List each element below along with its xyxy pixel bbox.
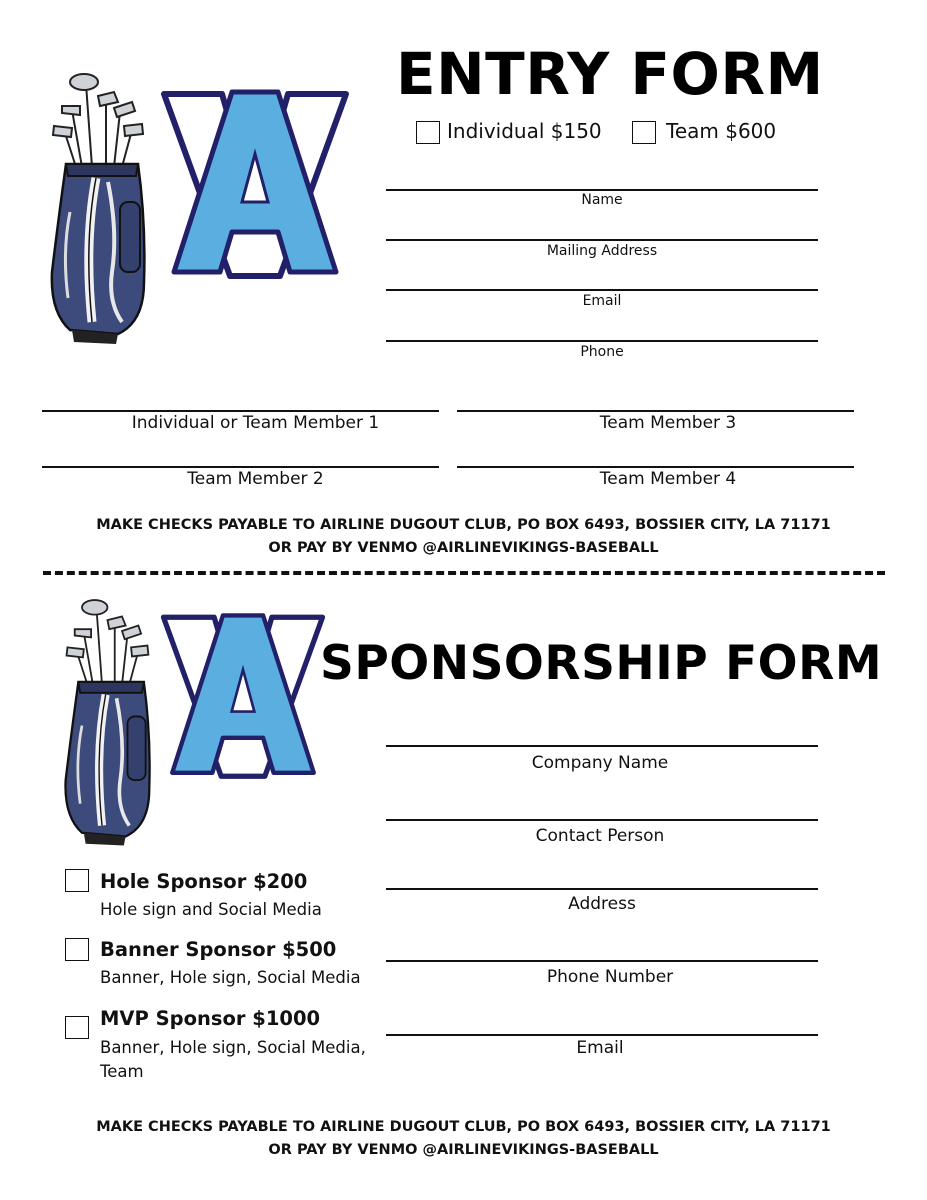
- mailing-address-field-label: Mailing Address: [546, 243, 658, 259]
- individual-price-label: Individual $150: [447, 119, 602, 143]
- address-field-line[interactable]: [386, 888, 818, 890]
- phone-number-field-label: Phone Number: [546, 967, 674, 987]
- phone-number-field-line[interactable]: [386, 960, 818, 962]
- mvp-sponsor-desc: Banner, Hole sign, Social Media, Team: [100, 1038, 366, 1081]
- member-2-label: Team Member 2: [187, 469, 324, 489]
- member-1-line[interactable]: [42, 410, 439, 412]
- member-2-line[interactable]: [42, 466, 439, 468]
- member-4-label: Team Member 4: [599, 469, 737, 489]
- cut-line-divider: [43, 571, 885, 575]
- company-name-field-line[interactable]: [386, 745, 818, 747]
- sponsor-payment-line-2: OR PAY BY VENMO @AIRLINEVIKINGS-BASEBALL: [268, 1142, 659, 1158]
- individual-checkbox[interactable]: [416, 121, 440, 144]
- member-4-line[interactable]: [457, 466, 854, 468]
- company-name-field-label: Company Name: [531, 753, 669, 773]
- address-field-label: Address: [568, 894, 636, 914]
- hole-sponsor-name: Hole Sponsor $200: [100, 870, 308, 893]
- hole-sponsor-desc: Hole sign and Social Media: [100, 900, 322, 919]
- member-3-line[interactable]: [457, 410, 854, 412]
- team-price-label: Team $600: [666, 119, 777, 143]
- contact-person-field-line[interactable]: [386, 819, 818, 821]
- mvp-sponsor-name: MVP Sponsor $1000: [100, 1007, 321, 1030]
- email-field-line[interactable]: [386, 289, 818, 291]
- sponsorship-form-title: SPONSORSHIP FORM: [320, 636, 883, 691]
- member-3-label: Team Member 3: [599, 413, 737, 433]
- golf-bag-icon: [48, 72, 158, 342]
- email-field-label: Email: [582, 293, 622, 309]
- entry-payment-line-2: OR PAY BY VENMO @AIRLINEVIKINGS-BASEBALL: [268, 540, 659, 556]
- sponsor-payment-line-1: MAKE CHECKS PAYABLE TO AIRLINE DUGOUT CLUB, PO BOX 6493, BOSSIER CITY, LA 71171: [96, 1119, 831, 1135]
- entry-form-title: ENTRY FORM: [396, 40, 824, 108]
- sponsor-email-field-line[interactable]: [386, 1034, 818, 1036]
- member-1-label: Individual or Team Member 1: [131, 413, 380, 433]
- mvp-sponsor-checkbox[interactable]: [65, 1016, 89, 1039]
- name-field-line[interactable]: [386, 189, 818, 191]
- av-logo-icon: [160, 612, 326, 778]
- name-field-label: Name: [581, 192, 623, 208]
- team-checkbox[interactable]: [632, 121, 656, 144]
- mailing-address-field-line[interactable]: [386, 239, 818, 241]
- contact-person-field-label: Contact Person: [535, 826, 665, 846]
- golf-bag-icon: [62, 596, 162, 846]
- av-logo-icon: [160, 88, 350, 278]
- hole-sponsor-checkbox[interactable]: [65, 869, 89, 892]
- entry-payment-line-1: MAKE CHECKS PAYABLE TO AIRLINE DUGOUT CLUB, PO BOX 6493, BOSSIER CITY, LA 71171: [96, 517, 831, 533]
- banner-sponsor-checkbox[interactable]: [65, 938, 89, 961]
- phone-field-label: Phone: [580, 344, 624, 360]
- banner-sponsor-desc: Banner, Hole sign, Social Media: [100, 968, 361, 987]
- banner-sponsor-name: Banner Sponsor $500: [100, 938, 337, 961]
- phone-field-line[interactable]: [386, 340, 818, 342]
- sponsor-email-field-label: Email: [576, 1038, 624, 1058]
